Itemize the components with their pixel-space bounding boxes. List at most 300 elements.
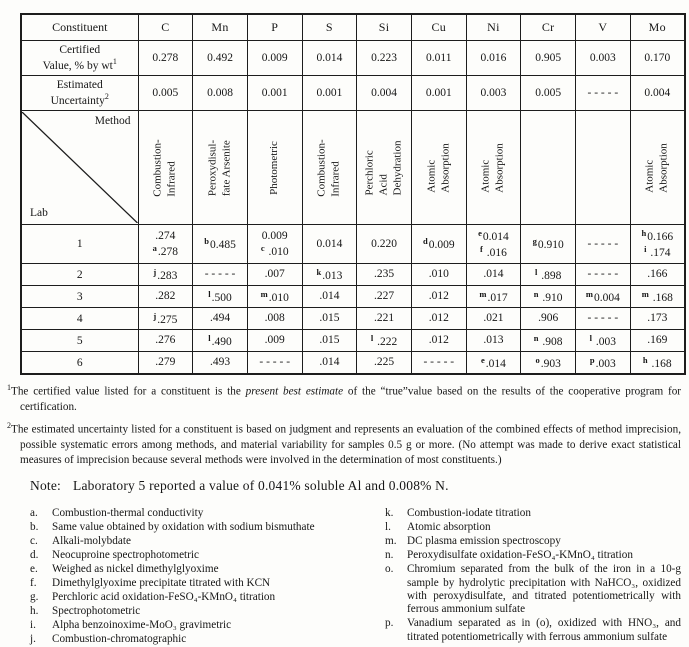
certified-value-cell <box>247 41 302 76</box>
method-key-item-c <box>30 535 382 548</box>
lab-value-cell-mo <box>630 352 685 375</box>
lab-value-cell-cr <box>521 330 576 352</box>
lab-value-cell-cr <box>521 308 576 330</box>
lab-value-line: - - - - - <box>587 312 619 325</box>
lab-value-line: .015 <box>319 334 340 347</box>
method-key <box>30 507 689 646</box>
uncertainty-value-cell-text: 0.001 <box>316 86 343 99</box>
certified-value-cell-text: 0.905 <box>535 51 562 64</box>
corner-method-label: Method <box>94 115 131 127</box>
method-key-letter: l. <box>385 521 391 534</box>
lab-number-cell: 5 <box>21 330 138 352</box>
method-lab-corner-cell <box>21 111 138 225</box>
method-cell <box>411 111 466 225</box>
lab-value-cell-s <box>302 264 357 286</box>
method-key-item-l <box>385 521 681 534</box>
lab-row-4 <box>21 308 685 330</box>
lab-value-line: $^p$.003 <box>589 354 616 370</box>
method-key-letter: p. <box>385 617 394 630</box>
footnote-1-italic-phrase: present best estimate <box>245 385 344 398</box>
lab-value-cell-c <box>138 225 193 264</box>
method-cell-wrap <box>139 112 193 223</box>
column-header-s: S <box>302 14 357 41</box>
method-key-right-column <box>385 507 681 646</box>
certified-value-cell <box>302 41 357 76</box>
uncertainty-label-line1: Estimated <box>56 78 103 91</box>
lab-row-6 <box>21 352 685 375</box>
certified-value-cell <box>630 41 685 76</box>
method-key-letter: h. <box>30 604 39 617</box>
footnote-2-marker: 2 <box>7 421 11 431</box>
method-cell-rotated-label <box>644 143 672 193</box>
method-label-line: Infrared <box>329 160 342 197</box>
lab-value-line: $^g$0.910 <box>532 236 564 251</box>
method-key-item-j <box>30 633 382 646</box>
lab-value-line: .014 <box>319 290 340 303</box>
method-label-line: Acid <box>377 173 390 195</box>
lab-number-cell: 4 <box>21 308 138 330</box>
lab-value-line: $^l$ .003 <box>589 332 617 348</box>
footnote-1 <box>7 380 681 415</box>
certified-value-cell-text: 0.492 <box>207 51 233 64</box>
method-key-item-p <box>385 617 681 644</box>
lab-value-cell-si <box>357 330 412 352</box>
method-cell-rotated-label <box>268 141 282 195</box>
certified-value-cell-text: 0.223 <box>371 51 398 64</box>
lab-value-cell-v <box>576 286 631 308</box>
method-cell-wrap <box>412 112 466 223</box>
lab-value-line: $^j$.275 <box>153 310 178 326</box>
method-label-line: Photometric <box>267 140 280 195</box>
lab-value-line: .276 <box>155 334 176 347</box>
method-footnote-letter: f <box>480 244 483 254</box>
constituent-header-cell: Constituent <box>21 14 138 41</box>
method-key-item-e <box>30 563 382 576</box>
method-footnote-letter: n <box>533 332 539 343</box>
certified-value-label <box>21 41 138 76</box>
lab-value-line: .235 <box>374 268 395 281</box>
lab-value-line: $^h$ .168 <box>642 354 672 370</box>
method-key-letter: d. <box>30 549 39 562</box>
lab-value-line: - - - - - <box>204 268 236 281</box>
method-cell <box>138 111 193 225</box>
lab-value-cell-cr <box>521 352 576 375</box>
column-header-cr: Cr <box>521 14 576 41</box>
numbered-footnotes <box>7 380 681 468</box>
uncertainty-value-cell <box>521 76 576 111</box>
lab-number-cell: 2 <box>21 264 138 286</box>
lab-value-line: .009 <box>264 334 285 347</box>
method-cell <box>193 111 248 225</box>
method-label-line: Atomic <box>425 159 438 193</box>
lab-value-line: $^j$.283 <box>153 266 178 282</box>
uncertainty-value-cell <box>138 76 193 111</box>
method-key-letter: k. <box>385 507 394 520</box>
lab-value-line: $^f$ .016 <box>480 244 507 259</box>
lab-value-line: .494 <box>209 312 231 325</box>
lab-value-line: - - - - - <box>423 356 455 369</box>
lab-value-cell-p <box>247 225 302 264</box>
method-cell <box>576 111 631 225</box>
method-cell-wrap <box>357 112 411 223</box>
lab-value-cell-c <box>138 330 193 352</box>
lab-value-line: .279 <box>155 356 176 369</box>
method-footnote-letter: l <box>208 288 211 299</box>
certified-value-cell-text: 0.170 <box>644 51 671 64</box>
lab-value-line: $^l$ .898 <box>534 266 562 282</box>
lab-value-cell-cu <box>411 308 466 330</box>
lab-value-cell-cr <box>521 264 576 286</box>
method-key-item-h <box>30 605 382 618</box>
lab-value-cell-v <box>576 225 631 264</box>
method-cell <box>521 111 576 225</box>
method-cell-rotated-label <box>206 139 234 195</box>
method-label-line: Absorption <box>493 142 506 193</box>
uncertainty-value-cell-text: 0.005 <box>535 86 562 99</box>
method-key-letter: o. <box>385 563 394 576</box>
lab-value-cell-cu <box>411 352 466 375</box>
column-header-si: Si <box>357 14 412 41</box>
column-header-p: P <box>247 14 302 41</box>
lab-value-line: .012 <box>428 290 449 303</box>
uncertainty-value-cell-text: 0.008 <box>207 86 233 99</box>
lab-value-cell-ni <box>466 225 521 264</box>
lab-value-line: .274 <box>155 229 176 242</box>
method-footnote-letter: k <box>316 266 322 277</box>
method-footnote-letter: l <box>208 332 211 343</box>
method-footnote-letter: i <box>644 244 647 254</box>
method-cell-rotated-label <box>152 139 180 196</box>
lab-value-cell-si <box>357 286 412 308</box>
method-footnote-letter: a <box>152 242 157 253</box>
uncertainty-value-cell-text: 0.004 <box>371 86 398 99</box>
uncertainty-value-cell-text: 0.003 <box>480 86 507 99</box>
method-footnote-letter: g <box>532 236 537 247</box>
method-key-text: Vanadium separated as in (o), oxidized with HNO₃, and titrated potentiometrically with ferrous ammonium sulfate <box>407 617 681 643</box>
method-label-line: Absorption <box>657 142 670 193</box>
method-footnote-letter: o <box>535 354 540 365</box>
uncertainty-value-cell <box>302 76 357 111</box>
lab-value-cell-mo <box>630 308 685 330</box>
lab-value-cell-ni <box>466 264 521 286</box>
uncertainty-label-line2: Uncertainty <box>50 94 105 107</box>
lab-value-line: .010 <box>428 268 449 281</box>
lab-value-cell-cu <box>411 264 466 286</box>
lab-value-cell-p <box>247 308 302 330</box>
method-footnote-letter: h <box>642 354 648 365</box>
lab-value-line: $^o$.903 <box>535 354 561 370</box>
method-key-item-k <box>385 507 681 520</box>
method-label-line: Dehydration <box>390 140 403 195</box>
method-key-item-a <box>30 507 382 520</box>
certified-value-cell <box>411 41 466 76</box>
lab-value-line: 0.014 <box>316 237 343 250</box>
method-cell <box>302 111 357 225</box>
method-cell-wrap <box>467 112 521 223</box>
lab-value-cell-s <box>302 286 357 308</box>
method-key-letter: c. <box>30 535 38 548</box>
lab-value-cell-ni <box>466 330 521 352</box>
lab-value-cell-s <box>302 330 357 352</box>
method-label-line: Perchloric <box>363 149 376 195</box>
column-header-v: V <box>576 14 631 41</box>
method-cell-rotated-label <box>480 143 508 193</box>
lab-number-cell: 3 <box>21 286 138 308</box>
certified-value-cell <box>466 41 521 76</box>
certified-label-line2: Value, % by wt <box>42 59 113 72</box>
footnote-2 <box>7 418 681 468</box>
lab-value-line: $^d$0.009 <box>422 236 455 251</box>
lab-value-line: .169 <box>647 334 668 347</box>
lab-value-line: .013 <box>483 334 504 347</box>
method-key-item-b <box>30 521 382 534</box>
lab-value-line: .173 <box>647 312 668 325</box>
lab-value-cell-mo <box>630 225 685 264</box>
lab-value-line: $^l$ .222 <box>370 332 398 348</box>
certified-value-cell <box>576 41 631 76</box>
method-key-item-d <box>30 549 382 562</box>
lab-value-cell-s <box>302 308 357 330</box>
lab-value-cell-ni <box>466 308 521 330</box>
method-footnote-letter: j <box>153 310 157 321</box>
lab-value-line: $^m$0.004 <box>585 288 620 304</box>
method-key-text: Peroxydisulfate oxidation-FeSO₄-KMnO₄ titration <box>407 549 633 562</box>
method-key-text: Combustion-iodate titration <box>407 507 531 520</box>
certified-value-cell-text: 0.014 <box>316 51 343 64</box>
footnote-2-text: The estimated uncertainty listed for a constituent is based on judgment and represents an evaluation of the combined effects of method imprecision, possible systematic errors among methods, and material variability for samples 0.5 g or more. (No attempt was made to derive exact statistical measures of imprecision because several methods were involved in the determination of most constituents.) <box>11 423 681 467</box>
certified-value-row <box>21 41 685 76</box>
lab-value-line: .008 <box>264 312 285 325</box>
column-header-mo: Mo <box>630 14 685 41</box>
lab-value-cell-s <box>302 225 357 264</box>
lab-value-cell-p <box>247 264 302 286</box>
lab-value-line: .906 <box>538 312 559 325</box>
uncertainty-value-cell-text: - - - - - <box>587 86 619 99</box>
certified-value-cell-text: 0.278 <box>152 51 179 64</box>
method-label-line: Peroxydisul- <box>206 139 219 196</box>
method-cell <box>630 111 685 225</box>
method-label-line: Combustion- <box>315 138 328 197</box>
method-key-letter: n. <box>385 549 394 562</box>
lab-value-line: $^k$.013 <box>316 266 343 282</box>
method-cell <box>466 111 521 225</box>
certified-value-cell <box>357 41 412 76</box>
uncertainty-value-cell-text: 0.004 <box>644 86 671 99</box>
method-key-letter: j. <box>30 632 36 645</box>
lab-value-line: 0.220 <box>371 237 398 250</box>
uncertainty-value-cell <box>357 76 412 111</box>
lab-value-line: .282 <box>155 290 176 303</box>
lab-value-line: $^i$ .174 <box>644 244 671 259</box>
lab-value-cell-si <box>357 225 412 264</box>
method-key-item-o <box>385 563 681 617</box>
lab-value-line: $^e$.014 <box>481 354 506 370</box>
lab-value-line: .007 <box>264 268 285 281</box>
lab-value-line: $^c$ .010 <box>260 242 289 258</box>
certified-value-cell <box>138 41 193 76</box>
method-key-item-g <box>30 591 382 604</box>
lab-value-cell-mo <box>630 264 685 286</box>
method-cell-wrap <box>631 112 684 223</box>
method-key-text: Chromium separated from the bulk of the iron in a 10-g sample by hydrolytic precipitation with NaHCO₃, oxidized with peroxydisulfate, and titrated potentiometrically with ferrous ammonium sulfate <box>407 563 681 616</box>
lab-value-cell-v <box>576 308 631 330</box>
lab-value-cell-mn <box>193 352 248 375</box>
uncertainty-value-cell <box>411 76 466 111</box>
lab-value-cell-s <box>302 352 357 375</box>
column-header-c: C <box>138 14 193 41</box>
lab-value-line: $^m$.010 <box>260 288 289 304</box>
method-footnote-letter: l <box>589 332 593 343</box>
method-cell-rotated-label <box>316 139 344 196</box>
lab-value-cell-p <box>247 286 302 308</box>
method-key-item-n <box>385 549 681 562</box>
method-key-letter: e. <box>30 563 38 576</box>
lab-value-cell-mn <box>193 225 248 264</box>
lab-value-cell-mn <box>193 308 248 330</box>
method-footnote-letter: e <box>478 228 482 239</box>
lab-value-cell-p <box>247 330 302 352</box>
lab-value-cell-cr <box>521 225 576 264</box>
uncertainty-value-cell <box>630 76 685 111</box>
lab-value-line: $^l$.500 <box>208 288 232 304</box>
certified-value-cell <box>521 41 576 76</box>
method-key-text: Spectrophotometric <box>52 604 141 617</box>
method-label-line: Combustion- <box>151 138 164 197</box>
lab-value-cell-c <box>138 352 193 375</box>
lab-value-line: $^h$0.166 <box>641 228 674 244</box>
lab-value-line: .015 <box>319 312 340 325</box>
corner-cell-inner <box>22 112 138 223</box>
method-label-line: Absorption <box>438 142 451 193</box>
lab-value-line: .014 <box>319 356 340 369</box>
lab-value-line: $^l$.490 <box>208 332 232 348</box>
lab-value-line: .225 <box>374 356 395 369</box>
lab-row-1 <box>21 225 685 264</box>
method-key-text: Combustion-chromatographic <box>52 632 187 645</box>
certified-value-cell <box>193 41 248 76</box>
lab-value-cell-v <box>576 352 631 375</box>
lab-value-line: $^n$ .908 <box>533 332 563 348</box>
lab-value-line: $^b$0.485 <box>204 236 236 251</box>
method-key-left-column <box>30 507 382 646</box>
note-text: Laboratory 5 reported a value of 0.041% soluble Al and 0.008% N. <box>73 478 449 494</box>
method-key-letter: a. <box>30 507 38 520</box>
lab-value-line: .221 <box>374 312 395 325</box>
lab-value-line: .227 <box>374 290 395 303</box>
constituent-header-row <box>21 14 685 41</box>
method-key-text: Alpha benzoinoxime-MoO₃ gravimetric <box>52 618 232 631</box>
method-cell-wrap <box>193 112 247 223</box>
lab-value-line: $^m$ .168 <box>641 288 673 304</box>
method-key-item-m <box>385 535 681 548</box>
method-footnote-letter: p <box>589 354 595 365</box>
method-cell <box>247 111 302 225</box>
uncertainty-label-footnote-ref: 2 <box>104 92 109 102</box>
certified-label-line1: Certified <box>59 43 101 56</box>
lab-value-cell-c <box>138 286 193 308</box>
lab-value-cell-mn <box>193 330 248 352</box>
uncertainty-value-cell-text: 0.005 <box>152 86 179 99</box>
lab-results-body <box>21 225 685 375</box>
method-key-letter: b. <box>30 521 39 534</box>
lab-value-cell-mo <box>630 330 685 352</box>
lab-value-line: - - - - - <box>587 237 619 250</box>
note-label: Note: <box>30 478 61 494</box>
method-cell-wrap <box>248 112 302 223</box>
footnote-1-marker: 1 <box>7 383 11 392</box>
lab-value-line: 0.009 <box>261 229 288 242</box>
lab-value-line: $^n$ .910 <box>533 288 563 304</box>
lab-value-cell-si <box>357 264 412 286</box>
lab-value-line: .166 <box>647 268 668 281</box>
lab-value-cell-ni <box>466 352 521 375</box>
method-footnote-letter: m <box>260 288 268 299</box>
lab-row-3 <box>21 286 685 308</box>
column-header-ni: Ni <box>466 14 521 41</box>
method-footnote-letter: e <box>481 354 485 365</box>
certified-value-cell-text: 0.003 <box>589 51 616 64</box>
certified-value-cell-text: 0.011 <box>426 51 452 64</box>
method-footnote-letter: j <box>153 266 157 277</box>
lab-value-cell-v <box>576 264 631 286</box>
lab-value-line: $^e$0.014 <box>478 228 509 244</box>
lab-value-cell-ni <box>466 286 521 308</box>
uncertainty-value-cell <box>193 76 248 111</box>
method-key-letter: m. <box>385 535 397 548</box>
method-footnote-letter: l <box>370 332 374 343</box>
method-key-text: Perchloric acid oxidation-FeSO₄-KMnO₄ titration <box>52 590 276 603</box>
column-header-mn: Mn <box>193 14 248 41</box>
estimated-uncertainty-label <box>21 76 138 111</box>
lab-number-cell: 6 <box>21 352 138 375</box>
lab-row-5 <box>21 330 685 352</box>
uncertainty-value-cell-text: 0.001 <box>261 86 288 99</box>
lab-value-cell-c <box>138 264 193 286</box>
lab-value-line: .012 <box>428 334 449 347</box>
lab-number-cell: 1 <box>21 225 138 264</box>
lab-value-cell-cu <box>411 330 466 352</box>
method-label-line: fate Arsenite <box>220 139 233 196</box>
uncertainty-value-cell <box>466 76 521 111</box>
lab-value-cell-cu <box>411 286 466 308</box>
column-header-cu: Cu <box>411 14 466 41</box>
uncertainty-value-cell-text: 0.001 <box>425 86 452 99</box>
method-footnote-letter: l <box>534 266 538 277</box>
estimated-uncertainty-row <box>21 76 685 111</box>
footnote-1-text-post: of the “true”value based on the results of the cooperative program for certification. <box>20 385 682 413</box>
certified-value-cell-text: 0.016 <box>480 51 507 64</box>
method-key-letter: i. <box>30 618 36 631</box>
method-key-text: Neocuproine spectrophotometric <box>52 549 199 562</box>
method-footnote-letter: c <box>260 242 265 253</box>
method-footnote-letter: h <box>641 228 647 239</box>
method-key-item-i <box>30 619 382 632</box>
lab-value-cell-mn <box>193 286 248 308</box>
method-label-line: Atomic <box>479 159 492 193</box>
lab-value-cell-cr <box>521 286 576 308</box>
constituent-analysis-table <box>20 13 686 375</box>
method-key-letter: f. <box>30 577 37 590</box>
corner-lab-label: Lab <box>30 207 48 219</box>
method-key-item-f <box>30 577 382 590</box>
lab-value-line: .493 <box>209 356 231 369</box>
method-key-text: Same value obtained by oxidation with sodium bismuthate <box>52 521 315 534</box>
lab-value-cell-mn <box>193 264 248 286</box>
method-key-letter: g. <box>30 590 39 603</box>
method-cell-wrap <box>576 112 630 223</box>
uncertainty-value-cell <box>576 76 631 111</box>
lab-value-line: .012 <box>428 312 449 325</box>
